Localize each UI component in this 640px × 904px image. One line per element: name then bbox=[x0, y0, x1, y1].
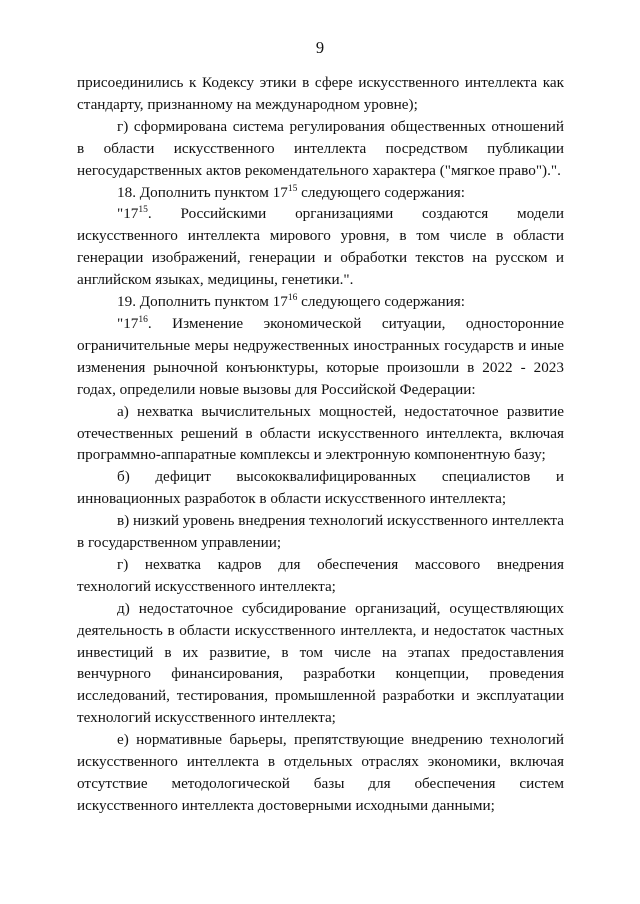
superscript: 16 bbox=[138, 314, 148, 325]
list-item-g: г) нехватка кадров для обеспечения массового внедрения технологий искусственного интеллекта; bbox=[77, 555, 564, 595]
amendment-19-tail: следующего содержания: bbox=[297, 293, 465, 311]
paragraph-amendment-19 bbox=[77, 291, 564, 313]
page-number: 9 bbox=[315, 38, 325, 57]
document-body bbox=[77, 72, 564, 817]
amendment-18-tail: следующего содержания: bbox=[297, 183, 465, 201]
paragraph-item-g-soft-law: г) сформирована система регулирования общественных отношений в области искусственного интеллекта посредством публикации негосударственных актов рекомендательного характера ("мягкое право").". bbox=[77, 117, 564, 179]
superscript: 16 bbox=[287, 293, 298, 303]
superscript: 15 bbox=[287, 183, 298, 194]
superscript: 15 bbox=[138, 205, 148, 216]
paragraph-17-15 bbox=[77, 203, 564, 291]
amendment-19-text: 19. Дополнить пунктом 17 bbox=[117, 293, 288, 311]
clause-number: "17 bbox=[117, 205, 139, 223]
list-item-d: д) недостаточное субсидирование организаций, осуществляющих деятельность в области искусственного интеллекта, и недостаток частных инвестиций в их развитие, в том числе на этапах предоставления венчурного финансирования, разработки концепции, проведения исследований, тестирования, промышленной разработки и эксплуатации технологий искусственного интеллекта; bbox=[77, 599, 564, 727]
clause-text: . Изменение экономической ситуации, односторонние ограничительные меры недружественных иностранных государств и иные изменения рыночной конъюнктуры, которые произошли в 2022 - 2023 годах, определили новые вызовы для Российской Федерации: bbox=[77, 314, 564, 398]
paragraph-17-16 bbox=[77, 313, 564, 401]
paragraph-amendment-18 bbox=[77, 182, 564, 204]
list-item-v: в) низкий уровень внедрения технологий искусственного интеллекта в государственном управлении; bbox=[77, 512, 564, 552]
list-item-e: е) нормативные барьеры, препятствующие внедрению технологий искусственного интеллекта в отдельных отраслях экономики, включая отсутствие методологической базы для обеспечения систем искусственного интеллекта достоверными исходными данными; bbox=[77, 731, 564, 814]
clause-text: . Российскими организациями создаются модели искусственного интеллекта мирового уровня, в том числе в области генерации изображений, генерации и обработки текстов на русском и английском языках, медицины, генетики.". bbox=[77, 205, 564, 289]
list-item-a: а) нехватка вычислительных мощностей, недостаточное развитие отечественных решений в области искусственного интеллекта, включая программно-аппаратные комплексы и электронную компонентную базу; bbox=[77, 402, 564, 464]
list-item-b: б) дефицит высококвалифицированных специалистов и инновационных разработок в области искусственного интеллекта; bbox=[77, 468, 564, 508]
amendment-18-text: 18. Дополнить пунктом 17 bbox=[117, 183, 288, 201]
clause-number: "17 bbox=[117, 314, 139, 332]
paragraph-continuation: присоединились к Кодексу этики в сфере искусственного интеллекта как стандарту, признанному на международном уровне); bbox=[77, 74, 564, 113]
